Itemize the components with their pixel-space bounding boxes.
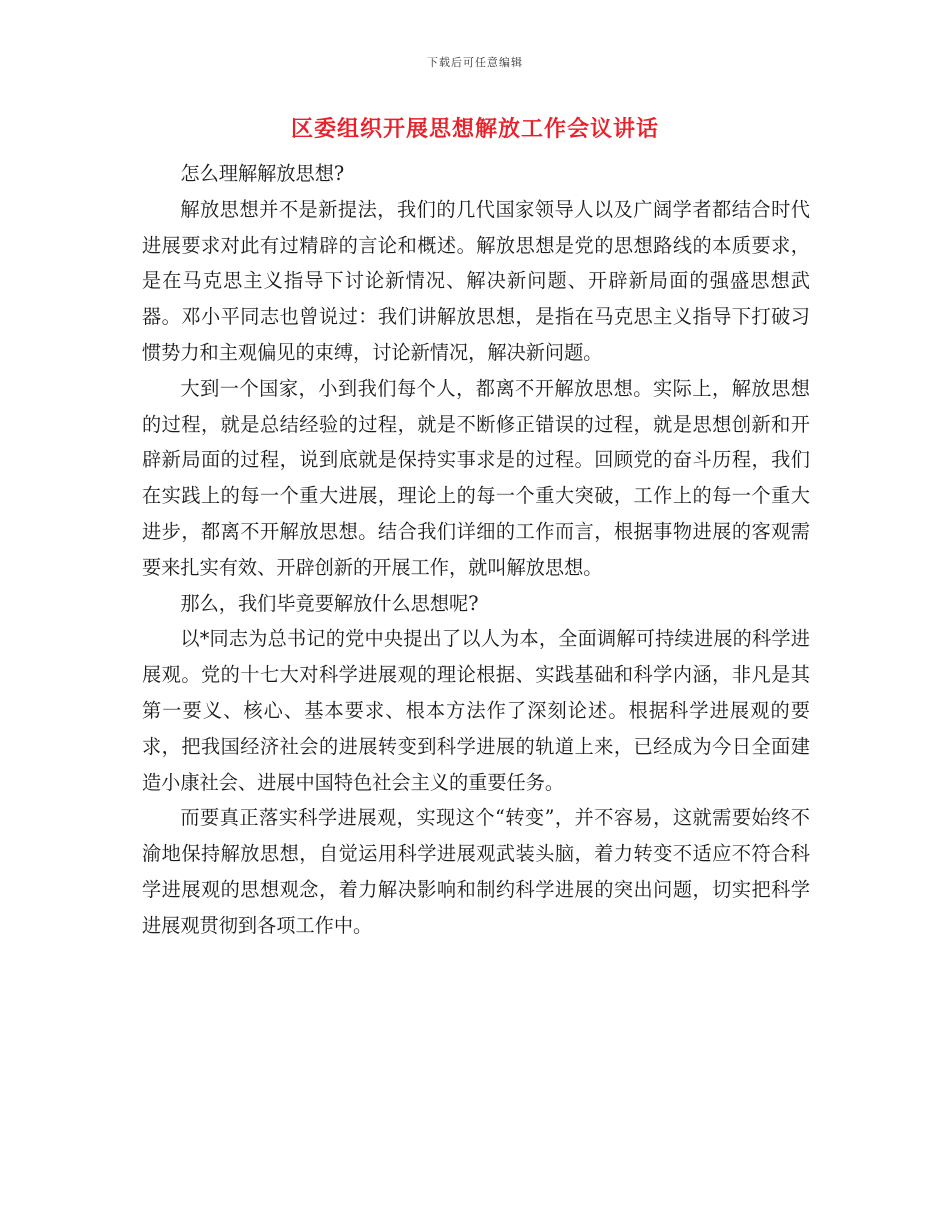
paragraph: 大到一个国家，小到我们每个人，都离不开解放思想。实际上，解放思想的过程，就是总结经验的过程，就是不断修正错误的过程，就是思想创新和开辟新局面的过程，说到底就是保持实事求是的过程。回顾党的奋斗历程，我们在实践上的每一个重大进展，理论上的每一个重大突破，工作上的每一个重大进步，都离不开解放思想。结合我们详细的工作而言，根据事物进展的客观需要来扎实有效、开辟创新的开展工作，就叫解放思想。 bbox=[142, 376, 810, 579]
document-title: 区委组织开展思想解放工作会议讲话 bbox=[290, 117, 659, 142]
paragraph: 怎么理解解放思想? bbox=[180, 162, 345, 185]
paragraph: 以*同志为总书记的党中央提出了以人为本，全面调解可持续进展的科学进展观。党的十七大对科学进展观的理论根据、实践基础和科学内涵，非凡是其第一要义、核心、基本要求、根本方法作了深刻论述。根据科学进展观的要求，把我国经济社会的进展转变到科学进展的轨道上来，已经成为今日全面建造小康社会、进展中国特色社会主义的重要任务。 bbox=[142, 627, 810, 794]
header-note: 下载后可任意编辑 bbox=[427, 56, 523, 69]
paragraph: 而要真正落实科学进展观，实现这个“转变”，并不容易，这就需要始终不渝地保持解放思想，自觉运用科学进展观武装头脑，着力转变不适应不符合科学进展观的思想观念，着力解决影响和制约科学进展的突出问题，切实把科学进展观贯彻到各项工作中。 bbox=[142, 806, 810, 937]
document-body bbox=[142, 156, 810, 944]
paragraph: 那么，我们毕竟要解放什么思想呢? bbox=[180, 591, 479, 615]
paragraph: 解放思想并不是新提法，我们的几代国家领导人以及广阔学者都结合时代进展要求对此有过精辟的言论和概述。解放思想是党的思想路线的本质要求，是在马克思主义指导下讨论新情况、解决新问题、开辟新局面的强盛思想武器。邓小平同志也曾说过：我们讲解放思想，是指在马克思主义指导下打破习惯势力和主观偏见的束缚，讨论新情况，解决新问题。 bbox=[142, 197, 810, 364]
